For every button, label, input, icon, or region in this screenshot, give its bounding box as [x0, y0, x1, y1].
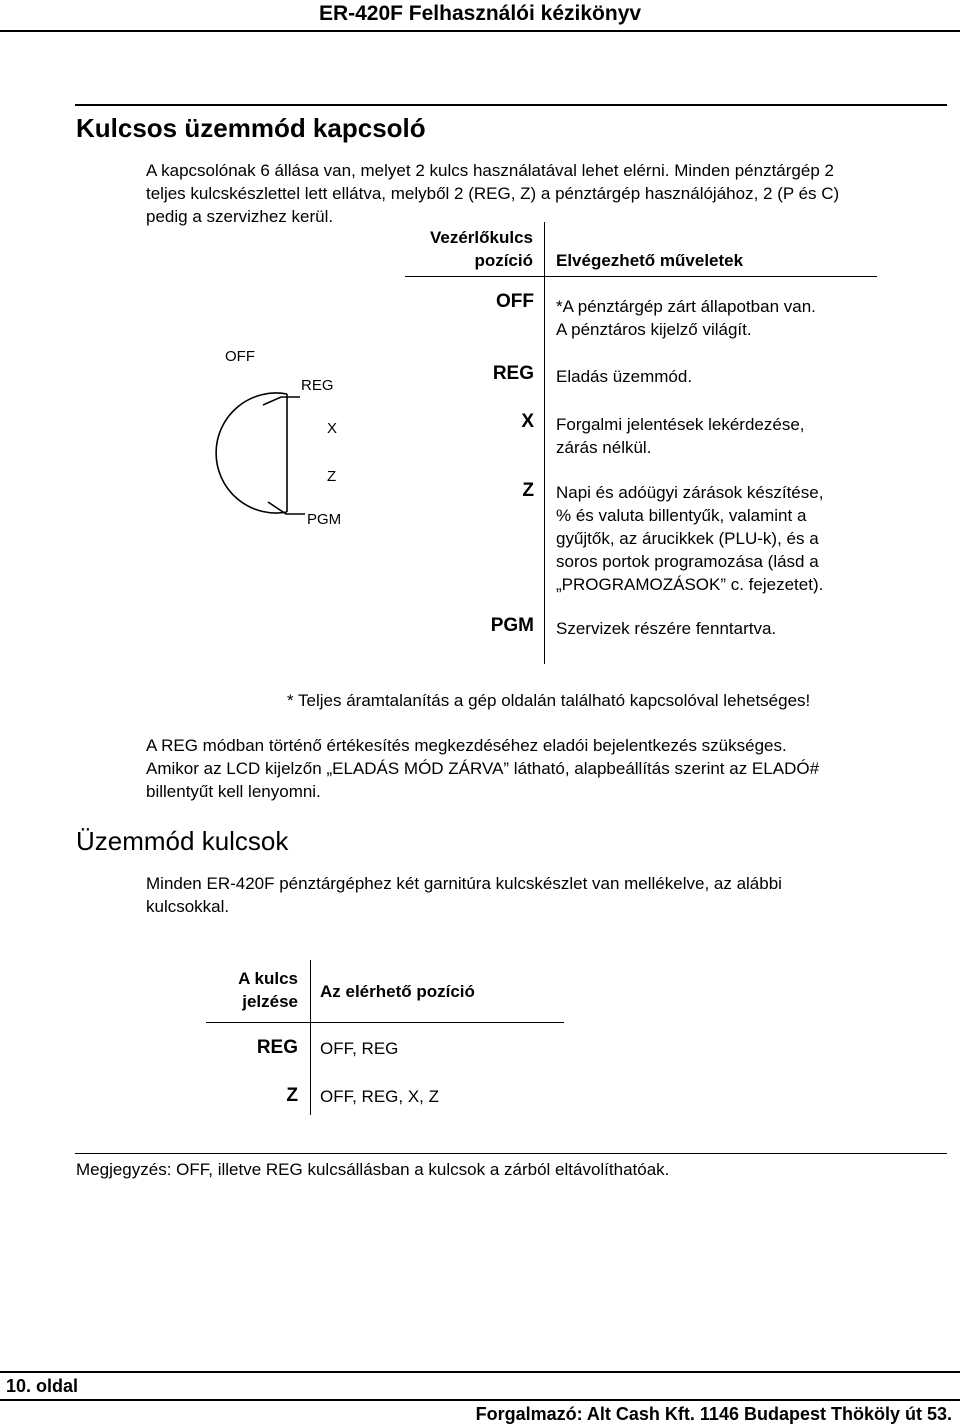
reg-note-line3: billentyűt kell lenyomni. — [146, 782, 321, 801]
keys-note: Megjegyzés: OFF, illetve REG kulcsállásban a kulcsok a zárból eltávolíthatóak. — [76, 1160, 670, 1179]
key-reg: REG — [256, 1037, 298, 1058]
key-reg-positions: OFF, REG — [320, 1039, 399, 1058]
position-reg: REG — [492, 363, 534, 384]
diagram-label-reg: REG — [301, 377, 334, 394]
diagram-label-z: Z — [327, 468, 337, 485]
op-x-line1: Forgalmi jelentések lekérdezése, — [556, 415, 805, 434]
section-title-key-switch: Kulcsos üzemmód kapcsoló — [76, 113, 426, 143]
header-divider — [0, 30, 960, 32]
op-pgm-line1: Szervizek részére fenntartva. — [556, 619, 777, 638]
intro-line-2: teljes kulcskészlettel lett ellátva, melyből 2 (REG, Z) a pénztárgép használójához, 2 (P és C) — [146, 184, 840, 203]
footer-divider-bottom — [0, 1399, 960, 1401]
op-z-line1: Napi és adóügyi zárások készítése, — [556, 483, 824, 502]
footnote: * Teljes áramtalanítás a gép oldalán található kapcsolóval lehetséges! — [287, 691, 811, 710]
footer-divider-top — [0, 1371, 960, 1373]
diagram-label-x: X — [327, 420, 338, 437]
position-z: Z — [522, 480, 534, 501]
footer-distributor: Forgalmazó: Alt Cash Kft. 1146 Budapest Thököly út 53. — [475, 1404, 952, 1424]
key-z-positions: OFF, REG, X, Z — [320, 1087, 440, 1106]
diagram-label-off: OFF — [225, 348, 255, 365]
section-divider — [75, 104, 947, 106]
diagram-label-pgm: PGM — [307, 511, 342, 528]
keys-header-positions: Az elérhető pozíció — [320, 982, 475, 1001]
op-x-line2: zárás nélkül. — [556, 438, 652, 457]
op-z-line4: soros portok programozása (lásd a — [556, 552, 819, 571]
note-rule — [75, 1153, 947, 1154]
keys-table-vertical-rule — [310, 960, 311, 1115]
table-vertical-rule — [544, 222, 545, 664]
position-off: OFF — [496, 291, 534, 312]
op-off-line1: *A pénztárgép zárt állapotban van. — [556, 297, 816, 316]
keys-header-line2: jelzése — [242, 992, 298, 1011]
keys-header-line1: A kulcs — [238, 969, 298, 988]
key-z: Z — [286, 1085, 298, 1106]
key-switch-diagram — [175, 385, 305, 525]
table-header-position-line2: pozíció — [474, 251, 533, 270]
keys-intro-line1: Minden ER-420F pénztárgéphez két garnitúra kulcskészlet van mellékelve, az alábbi — [146, 874, 782, 893]
op-z-line5: „PROGRAMOZÁSOK” c. fejezetet). — [556, 575, 824, 594]
position-pgm: PGM — [490, 615, 534, 636]
table-header-position-line1: Vezérlőkulcs — [429, 228, 533, 247]
intro-line-3: pedig a szervizhez kerül. — [146, 207, 334, 226]
op-reg-line1: Eladás üzemmód. — [556, 367, 693, 386]
op-off-line2: A pénztáros kijelző világít. — [556, 320, 752, 339]
position-x: X — [521, 411, 534, 432]
op-z-line2: % és valuta billentyűk, valamint a — [556, 506, 807, 525]
keys-intro-line2: kulcsokkal. — [146, 897, 230, 916]
page-number: 10. oldal — [6, 1376, 79, 1396]
section-title-mode-keys: Üzemmód kulcsok — [76, 826, 289, 856]
intro-line-1: A kapcsolónak 6 állása van, melyet 2 kulcs használatával lehet elérni. Minden pénztárgép 2 — [146, 161, 834, 180]
op-z-line3: gyűjtők, az árucikkek (PLU-k), és a — [556, 529, 819, 548]
reg-note-line2: Amikor az LCD kijelzőn „ELADÁS MÓD ZÁRVA” látható, alapbeállítás szerint az ELADÓ# — [146, 759, 820, 778]
document-header-title: ER-420F Felhasználói kézikönyv — [318, 2, 642, 25]
keys-table-header-rule — [206, 1022, 564, 1023]
table-header-rule — [405, 276, 877, 277]
table-header-operations: Elvégezhető műveletek — [556, 251, 744, 270]
reg-note-line1: A REG módban történő értékesítés megkezdéséhez eladói bejelentkezés szükséges. — [146, 736, 787, 755]
